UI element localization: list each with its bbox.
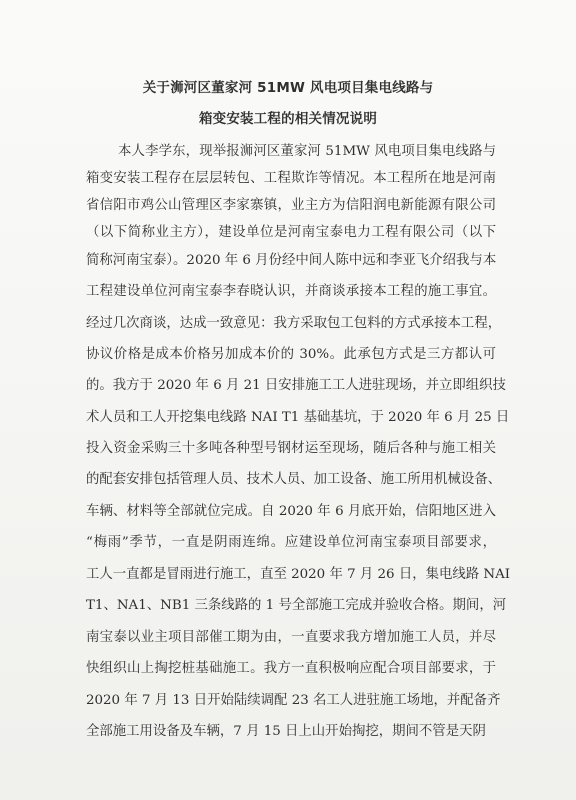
body-line-18: 快组织山上掏挖桩基础施工。我方一直积极响应配合项目部要求，于	[86, 661, 496, 676]
body-line-3: 省信阳市鸡公山管理区李家寨镇，业主方为信阳润电新能源有限公司	[86, 198, 496, 213]
body-line-10: 术人员和工人开挖集电线路 NAI T1 基础基坑，于 2020 年 6 月 25 日	[86, 410, 510, 425]
document-title-line-2: 箱变安装工程的相关情况说明	[198, 111, 378, 127]
body-line-14: “梅雨”季节，一直是阴雨连绵。应建设单位河南宝泰项目部要求，	[86, 535, 496, 550]
document-title-line-1: 关于浉河区董家河 51MW 风电项目集电线路与	[142, 80, 434, 96]
body-line-4: （以下简称业主方），建设单位是河南宝泰电力工程有限公司（以下	[86, 225, 496, 240]
body-line-9: 的。我方于 2020 年 6 月 21 日安排施工工人进驻现场，并立即组织技	[86, 378, 506, 393]
body-line-13: 车辆、材料等全部就位完成。自 2020 年 6 月底开始，信阳地区进入	[86, 504, 496, 519]
body-line-2: 箱变安装工程存在层层转包、工程欺诈等情况。本工程所在地是河南	[86, 171, 496, 186]
body-line-12: 的配套安排包括管理人员、技术人员、加工设备、施工所用机械设备、	[86, 472, 502, 487]
body-line-15: 工人一直都是冒雨进行施工，直至 2020 年 7 月 26 日，集电线路 NAI	[86, 567, 511, 582]
body-line-17: 南宝泰以业主项目部催工期为由，一直要求我方增加施工人员，并尽	[86, 630, 496, 645]
body-line-11: 投入资金采购三十多吨各种型号钢材运至现场，随后各种与施工相关	[86, 441, 496, 456]
body-line-7: 经过几次商谈，达成一致意见：我方采取包工包料的方式承接本工程，	[86, 316, 502, 331]
body-line-1: 本人李学东，现举报浉河区董家河 51MW 风电项目集电线路与	[118, 144, 496, 159]
body-line-20: 全部施工用设备及车辆，7 月 15 日上山开始掏挖，期间不管是天阴	[86, 724, 486, 739]
body-line-8: 协议价格是成本价格另加成本价的 30%。此承包方式是三方都认可	[86, 347, 496, 362]
body-line-19: 2020 年 7 月 13 日开始陆续调配 23 名工人进驻施工场地，并配备齐	[86, 693, 501, 708]
body-line-5: 简称河南宝泰）。2020 年 6 月份经中间人陈中远和李亚飞介绍我与本	[86, 253, 497, 268]
body-line-16: T1、NA1、NB1 三条线路的 1 号全部施工完成并验收合格。期间，河	[86, 598, 507, 613]
body-line-6: 工程建设单位河南宝泰李春晓认识，并商谈承接本工程的施工事宜。	[86, 284, 496, 299]
